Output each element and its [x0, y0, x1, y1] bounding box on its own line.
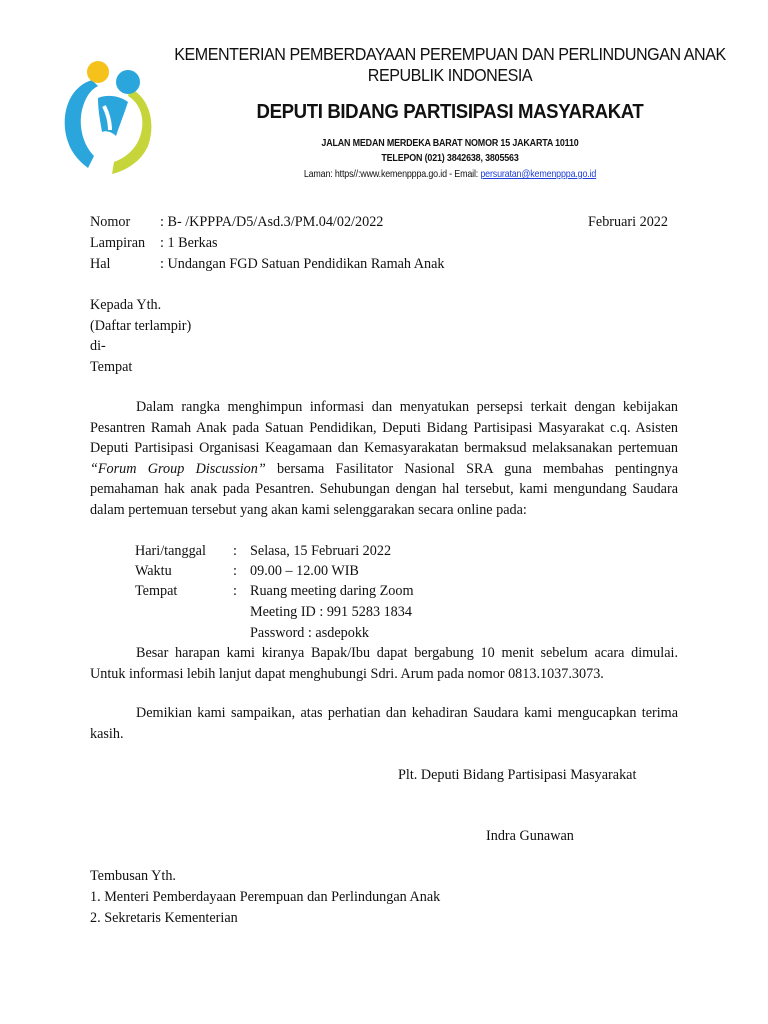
day-colon: :: [233, 543, 237, 559]
kemenpppa-logo-icon: [58, 58, 160, 176]
p1-italic: “Forum Group Discussion”: [90, 460, 266, 477]
meeting-id: Meeting ID : 991 5283 1834: [250, 604, 412, 620]
place-label: Tempat: [135, 583, 178, 599]
cc-item: 1. Menteri Pemberdayaan Perempuan dan Perlindungan Anak: [90, 889, 441, 905]
email-link[interactable]: persuratan@kemenpppa.go.id: [480, 168, 597, 180]
signatory-name: Indra Gunawan: [486, 828, 574, 844]
recipient-line1: Kepada Yth.: [90, 297, 162, 313]
nomor-label: Nomor: [90, 214, 131, 230]
letter-date: Februari 2022: [588, 214, 668, 230]
ministry-line2: REPUBLIK INDONESIA: [367, 65, 533, 85]
place-value: Ruang meeting daring Zoom: [250, 583, 414, 599]
day-label: Hari/tanggal: [135, 543, 206, 559]
ministry-line1: KEMENTERIAN PEMBERDAYAAN PEREMPUAN DAN PERLINDUNGAN ANAK: [174, 44, 726, 64]
body-paragraph-2: [90, 643, 678, 684]
p1-text-a: Dalam rangka menghimpun informasi dan menyatukan persepsi terkait dengan kebijakan Pesantren Ramah Anak pada Satuan Pendidikan, Deputi Bidang Partisipasi Masyarakat c.q. Asisten Deputi Partisipasi Organisasi Keagamaan dan Kemasyarakatan bermaksud melaksanakan pertemuan: [90, 399, 678, 457]
signatory-title: Plt. Deputi Bidang Partisipasi Masyarakat: [398, 767, 637, 783]
ministry-name: [174, 44, 726, 86]
lampiran-label: Lampiran: [90, 235, 146, 251]
time-colon: :: [233, 563, 237, 579]
day-value: Selasa, 15 Februari 2022: [250, 543, 392, 559]
recipient-line4: Tempat: [90, 359, 133, 375]
hal-value: : Undangan FGD Satuan Pendidikan Ramah Anak: [160, 256, 445, 272]
recipient-line2: (Daftar terlampir): [90, 318, 192, 334]
body-paragraph-1: [90, 397, 678, 521]
web-prefix: Laman: https//:www.kemenpppa.go.id - Email:: [303, 168, 481, 180]
cc-item: 2. Sekretaris Kementerian: [90, 910, 238, 926]
place-colon: :: [233, 583, 237, 599]
web-email-line: [195, 168, 705, 180]
body-paragraph-3: [90, 703, 678, 744]
time-value: 09.00 – 12.00 WIB: [250, 563, 359, 579]
cc-heading: Tembusan Yth.: [90, 868, 176, 884]
time-label: Waktu: [135, 563, 172, 579]
p1-text-b: bersama Fasilitator Nasional SRA guna membahas pentingnya pemahaman hak anak pada Pesantren. Sehubungan dengan hal tersebut, kami mengundang Saudara dalam pertemuan tersebut yang akan kami selenggarakan secara online pada:: [90, 460, 678, 518]
recipient-line3: di-: [90, 338, 106, 354]
meeting-password: Password : asdepokk: [250, 625, 370, 641]
phone-line: TELEPON (021) 3842638, 3805563: [381, 152, 519, 164]
p2-text: Besar harapan kami kiranya Bapak/Ibu dapat bergabung 10 menit sebelum acara dimulai. Untuk informasi lebih lanjut dapat menghubungi Sdri. Arum pada nomor 0813.1037.3073.: [90, 645, 678, 682]
address-line: JALAN MEDAN MERDEKA BARAT NOMOR 15 JAKARTA 10110: [321, 137, 579, 149]
p3-text: Demikian kami sampaikan, atas perhatian dan kehadiran Saudara kami mengucapkan terima kasih.: [90, 705, 678, 742]
deputy-title: DEPUTI BIDANG PARTISIPASI MASYARAKAT: [256, 101, 644, 123]
hal-label: Hal: [90, 256, 111, 272]
lampiran-value: : 1 Berkas: [160, 235, 218, 251]
nomor-value: : B- /KPPPA/D5/Asd.3/PM.04/02/2022: [160, 214, 384, 230]
